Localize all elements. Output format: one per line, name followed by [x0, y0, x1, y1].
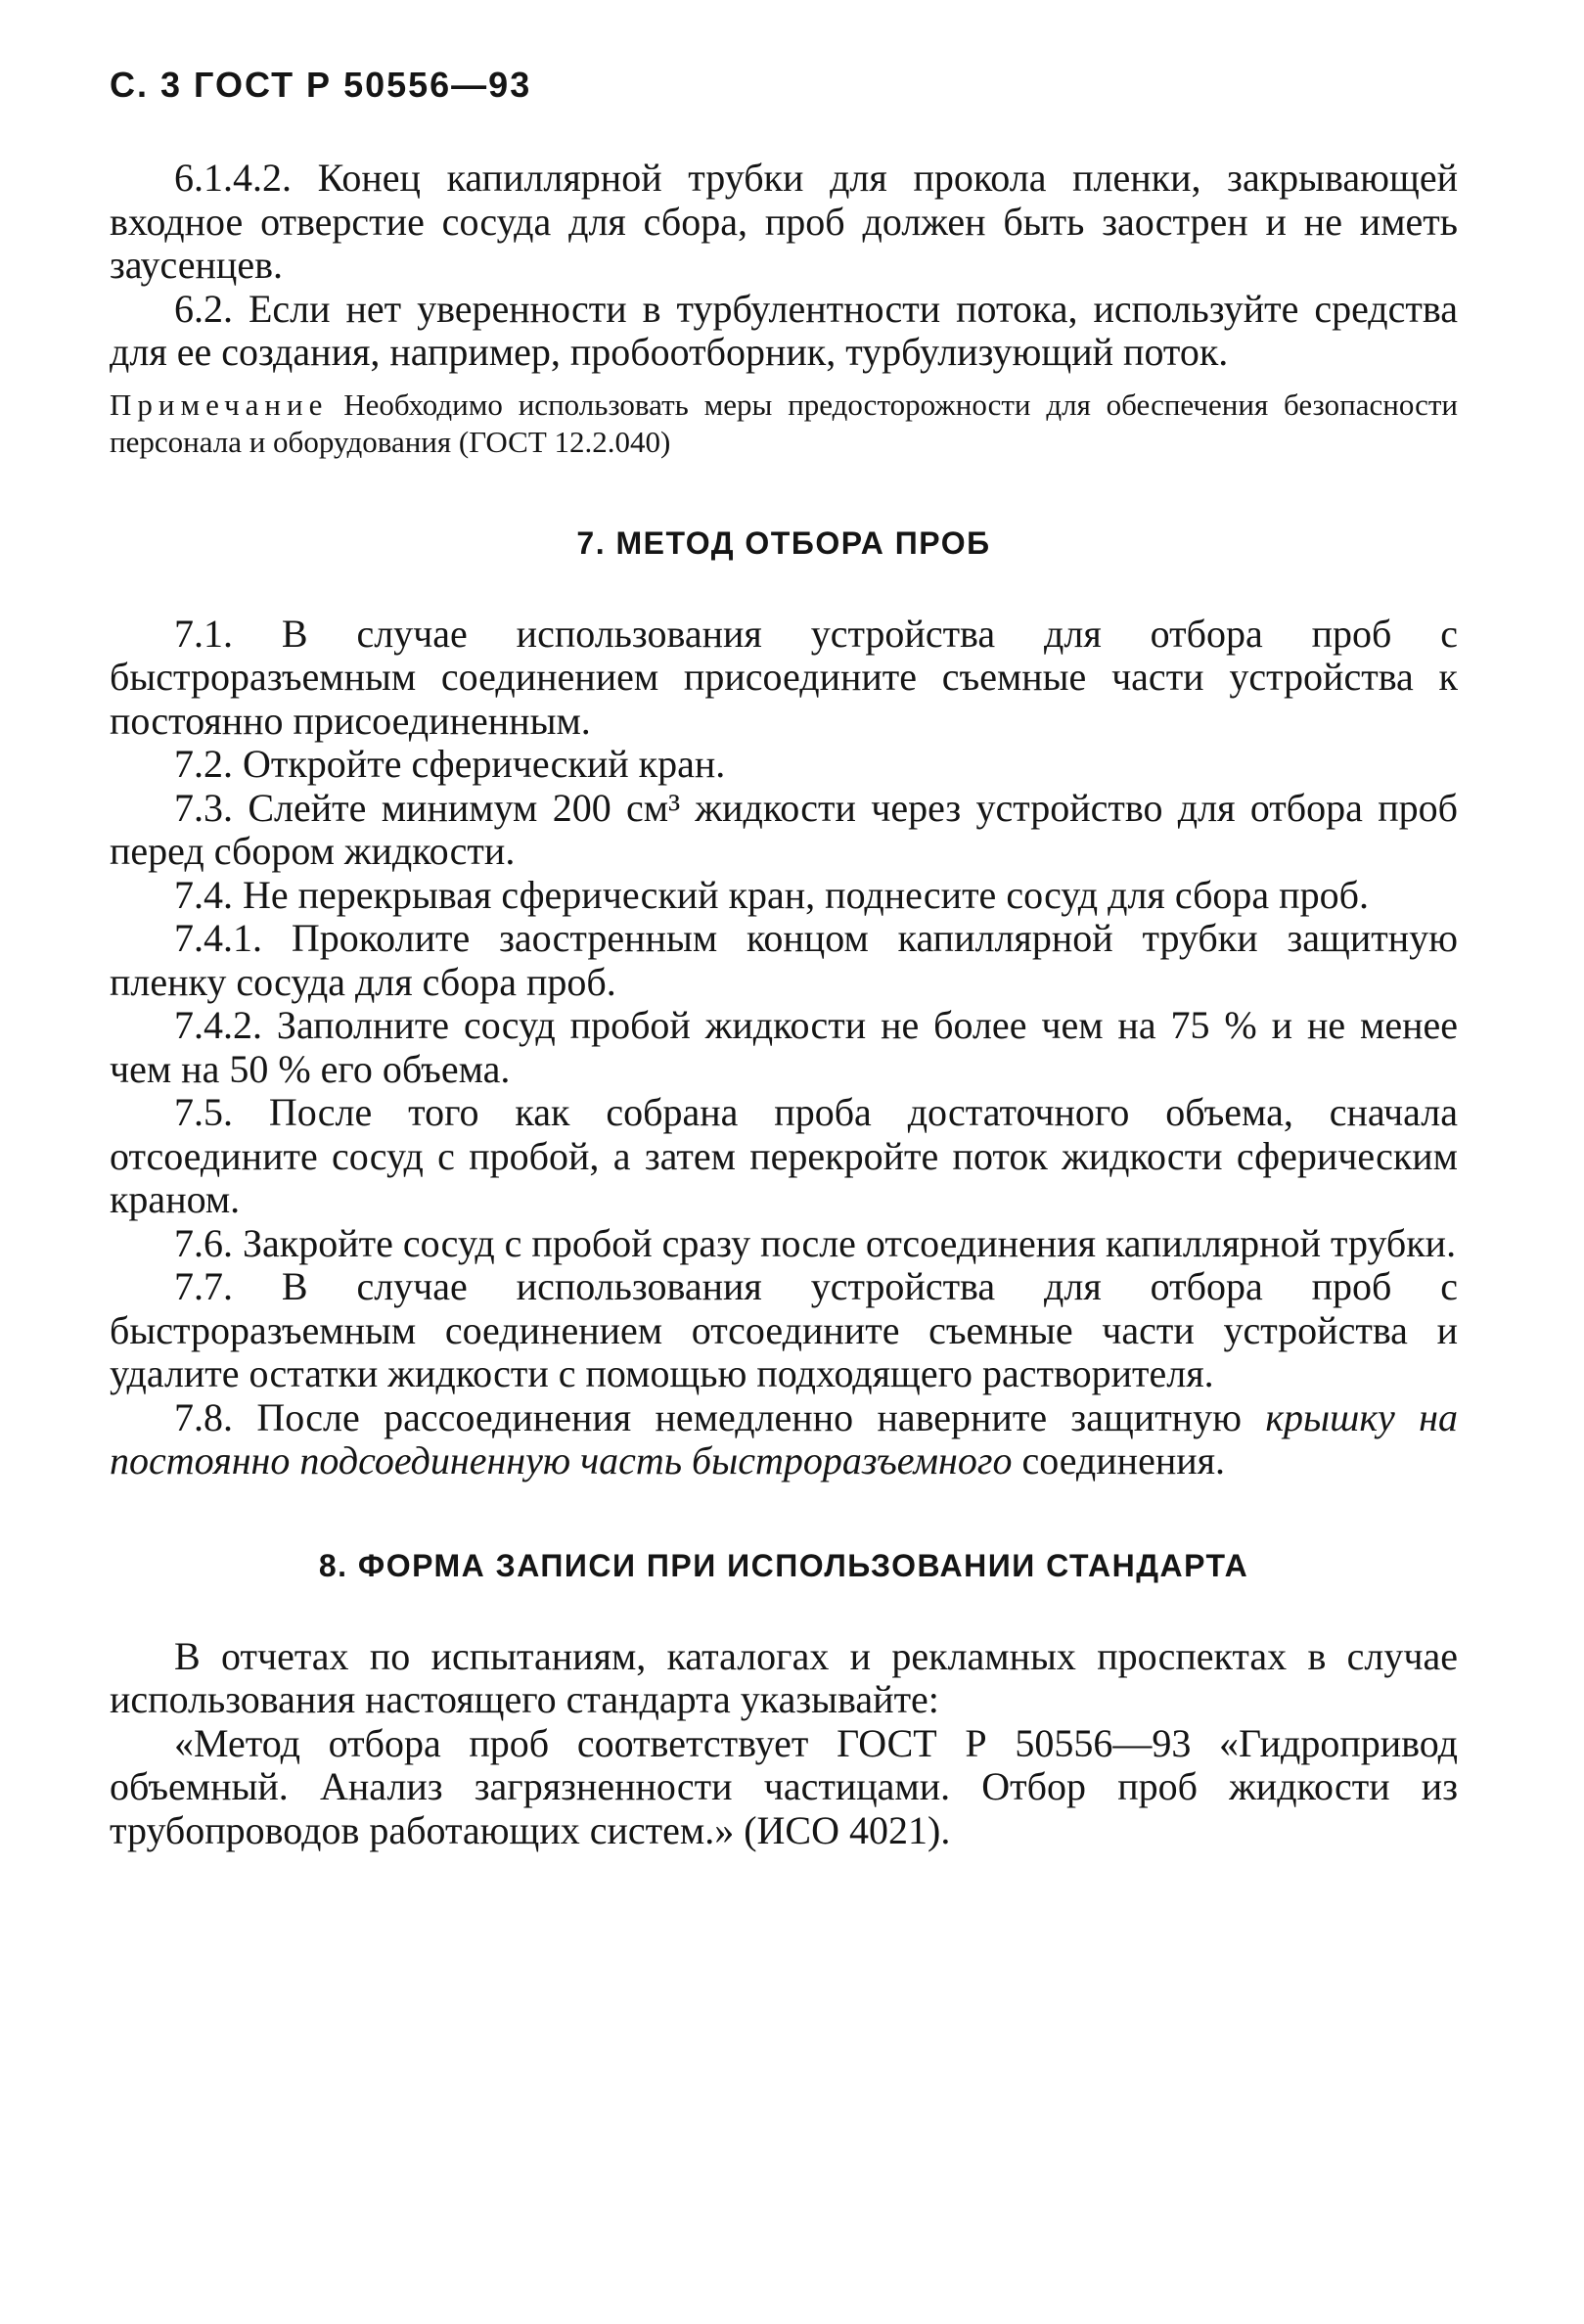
paragraph-7-8-start: 7.8. После рассоединения немедленно наверните защитную — [174, 1394, 1266, 1439]
paragraph-6-2: 6.2. Если нет уверенности в турбулентности потока, используйте средства для ее создания, например, пробоотборник, турбулизующий поток. — [110, 286, 1458, 374]
paragraph-7-4-1: 7.4.1. Проколите заостренным концом капиллярной трубки защитную пленку сосуда для сбора проб. — [110, 916, 1458, 1004]
page-header: С. 3 ГОСТ Р 50556—93 — [110, 65, 532, 105]
note-text: Необходимо использовать меры предосторожности для обеспечения безопасности персонала и оборудования (ГОСТ 12.2.040) — [110, 387, 1458, 459]
paragraph-7-6: 7.6. Закройте сосуд с пробой сразу после отсоединения капиллярной трубки. — [174, 1220, 1457, 1265]
paragraph-7-7: 7.7. В случае использования устройства для отбора проб с быстроразъемным соединением отсоедините съемные части устройства и удалите остатки жидкости с помощью подходящего растворителя. — [110, 1264, 1458, 1395]
paragraph-7-5: 7.5. После того как собрана проба достаточного объема, сначала отсоедините сосуд с пробой, а затем перекройте поток жидкости сферическим краном. — [110, 1090, 1458, 1221]
section-7-title: 7. МЕТОД ОТБОРА ПРОБ — [576, 524, 991, 561]
paragraph-8-2: «Метод отбора проб соответствует ГОСТ Р 50556—93 «Гидропривод объемный. Анализ загрязненности частицами. Отбор проб жидкости из трубопроводов работающих систем.» (ИСО 4021). — [110, 1720, 1458, 1852]
paragraph-7-8-italic: крышку на постоянно подсоединенную часть быстроразъемного — [110, 1394, 1458, 1482]
paragraph-7-2: 7.2. Откройте сферический кран. — [174, 742, 726, 786]
page-content — [110, 157, 1458, 1852]
paragraph-7-3: 7.3. Слейте минимум 200 см³ жидкости через устройство для отбора проб перед сбором жидкости. — [110, 785, 1458, 873]
paragraph-7-4: 7.4. Не перекрывая сферический кран, поднесите сосуд для сбора проб. — [174, 872, 1369, 917]
note-label: Примечание — [110, 387, 329, 422]
paragraph-6-1-4-2: 6.1.4.2. Конец капиллярной трубки для прокола пленки, закрывающей входное отверстие сосуда для сбора, проб должен быть заострен и не иметь заусенцев. — [110, 156, 1458, 287]
paragraph-8-1: В отчетах по испытаниям, каталогах и рекламных проспектах в случае использования настоящего стандарта указывайте: — [110, 1633, 1458, 1721]
note — [110, 387, 1458, 461]
paragraph-7-4-2: 7.4.2. Заполните сосуд пробой жидкости не более чем на 75 % и не менее чем на 50 % его объема. — [110, 1003, 1458, 1091]
section-8-title: 8. ФОРМА ЗАПИСИ ПРИ ИСПОЛЬЗОВАНИИ СТАНДАРТА — [318, 1547, 1249, 1583]
paragraph-7-1: 7.1. В случае использования устройства для отбора проб с быстроразъемным соединением присоедините съемные части устройства к постоянно присоединенным. — [110, 611, 1458, 743]
paragraph-7-8-end: соединения. — [1012, 1438, 1226, 1482]
paragraph-7-8 — [110, 1396, 1458, 1483]
